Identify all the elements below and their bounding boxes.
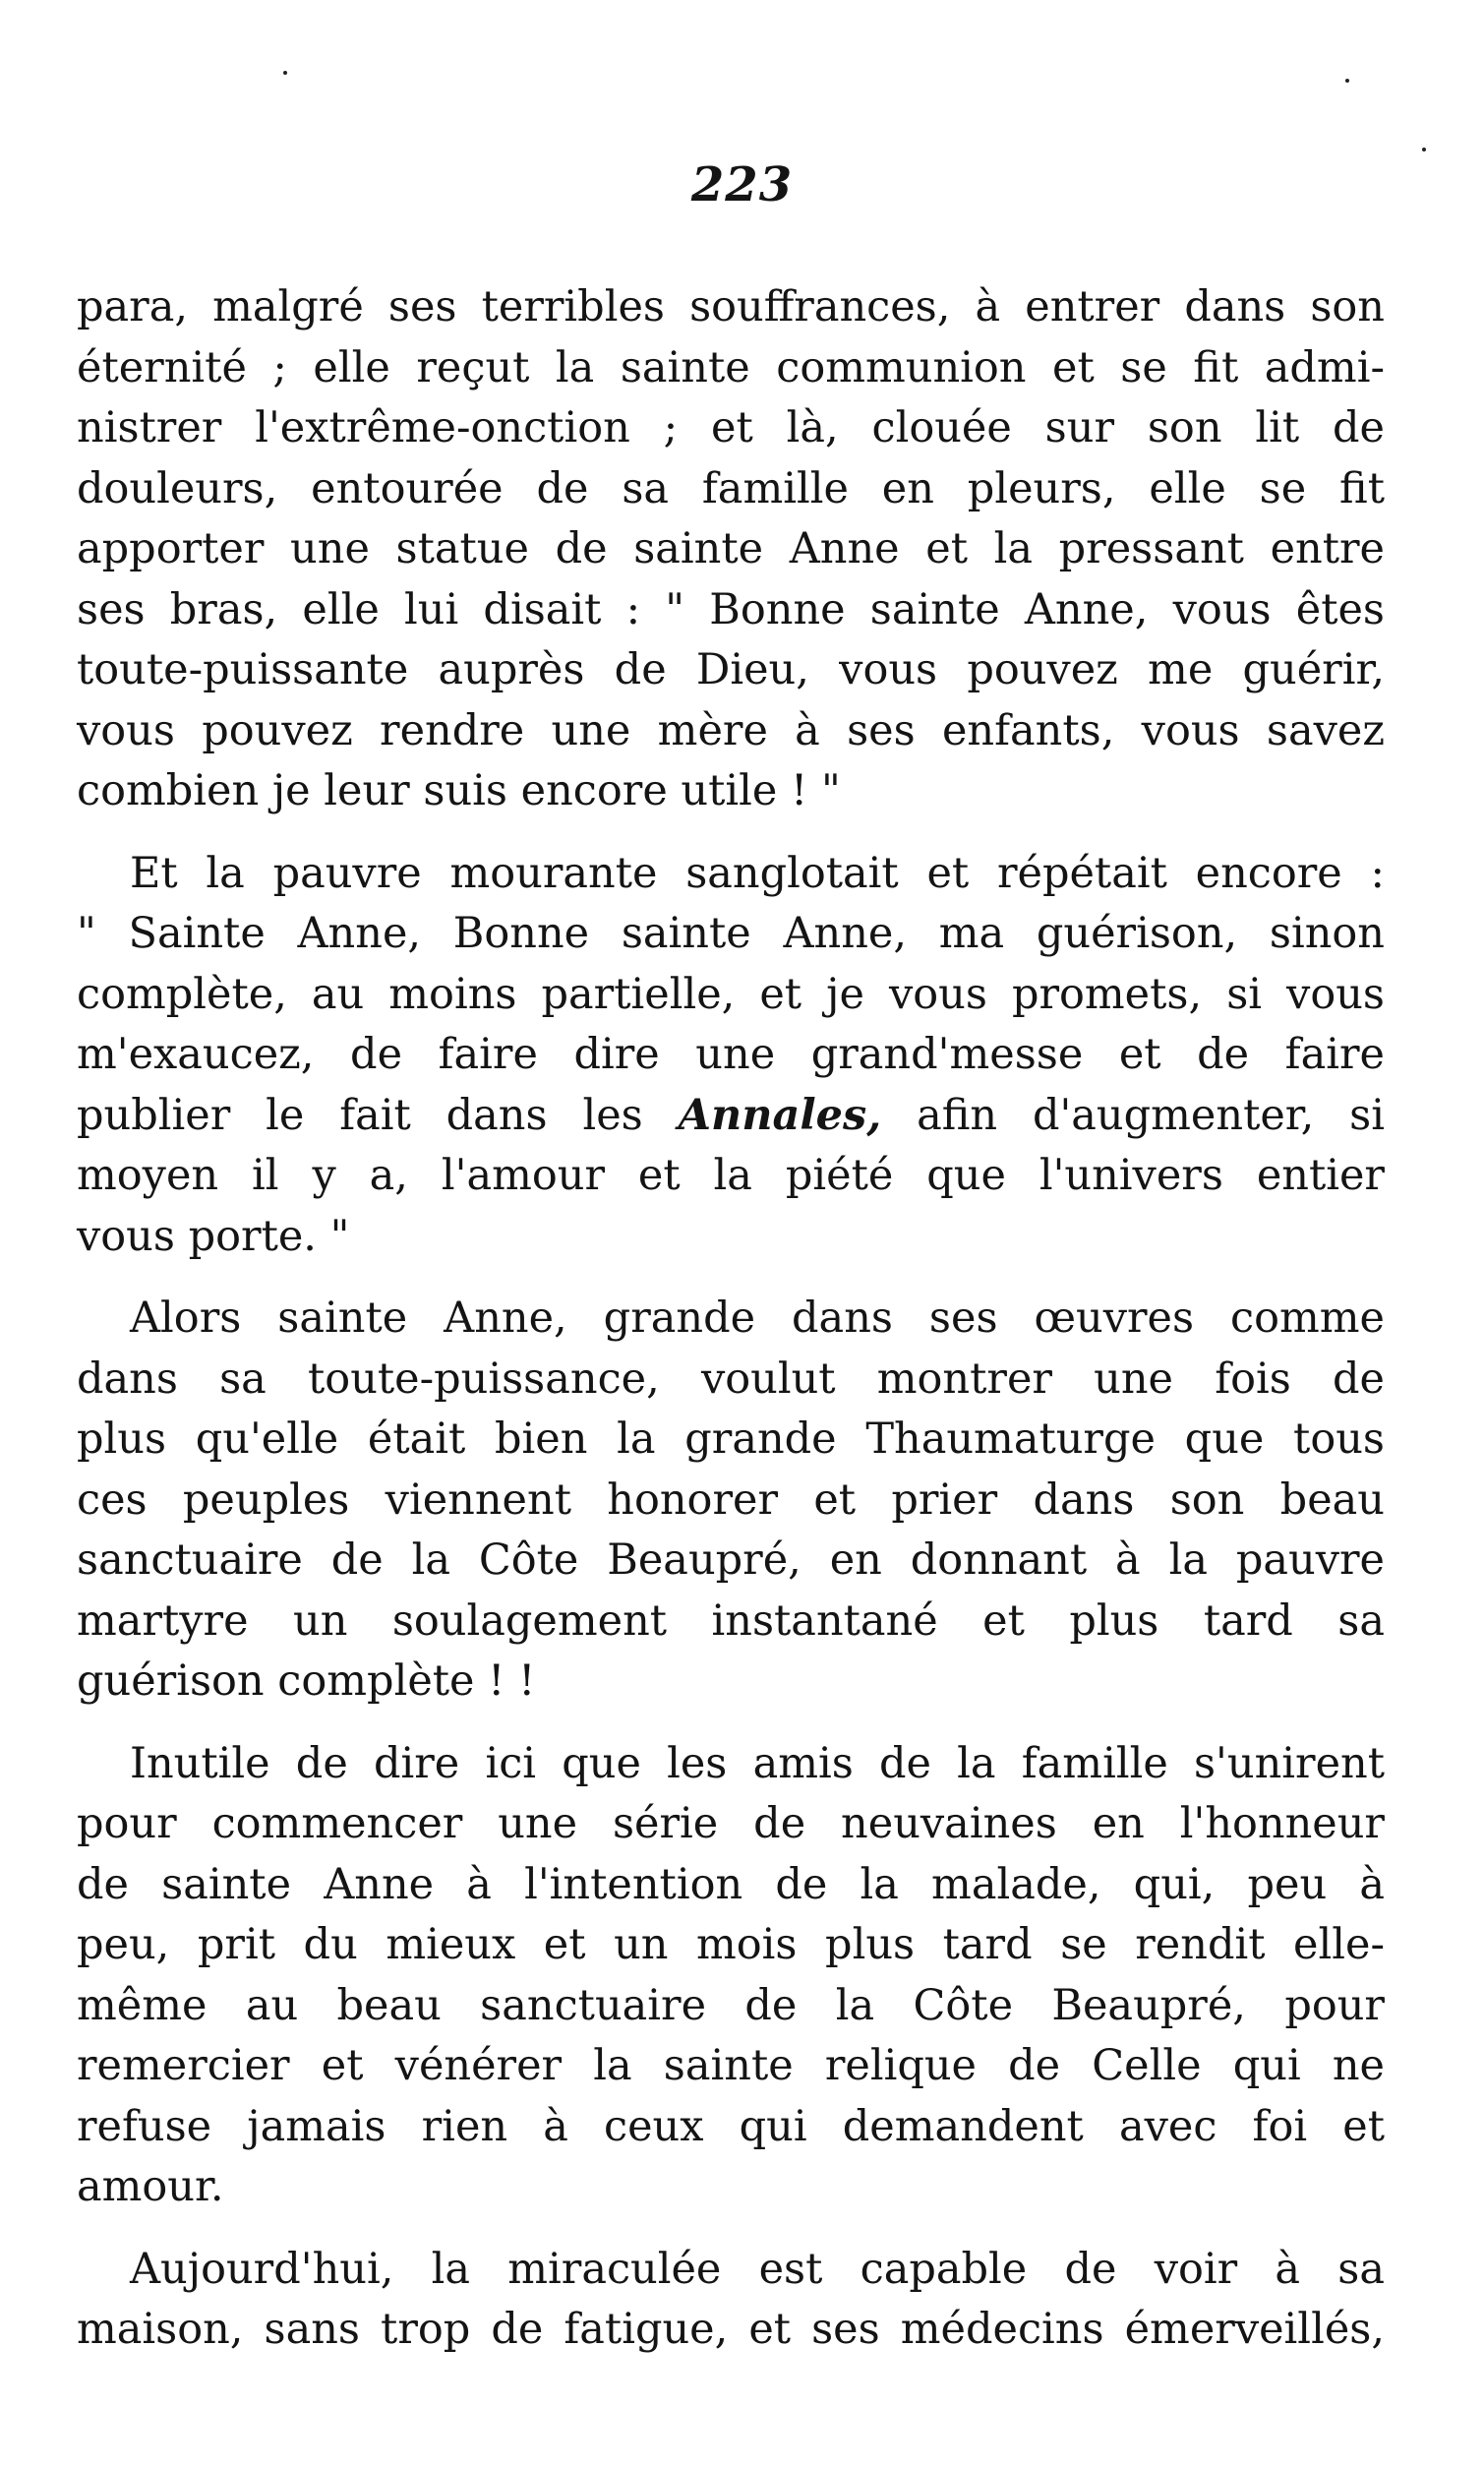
text-line: m'exaucez, de faire dire une grand'messe et de faire xyxy=(77,1030,1385,1079)
print-speck xyxy=(1422,148,1426,151)
text-line: martyre un soulagement instantané et plus tard sa xyxy=(77,1595,1385,1646)
text-line: moyen il y a, l'amour et la piété que l'univers entier xyxy=(77,1151,1385,1200)
paragraph-1 xyxy=(77,277,1385,822)
text-line: plus qu'elle était bien la grande Thaumaturge que tous xyxy=(77,1414,1385,1464)
text-line: dans sa toute-puissance, voulut montrer une fois de xyxy=(77,1354,1385,1404)
text-segment: publier le fait dans les xyxy=(77,1090,679,1140)
print-speck xyxy=(1345,79,1349,83)
text-line: douleurs, entourée de sa famille en pleurs, elle se fit xyxy=(77,463,1385,513)
text-line: Et la pauvre mourante sanglotait et répétait encore : xyxy=(130,848,1385,898)
text-line: remercier et vénérer la sainte relique de Celle qui ne xyxy=(77,2041,1385,2090)
text-line: combien je leur suis encore utile ! " xyxy=(77,766,841,815)
text-line: maison, sans trop de fatigue, et ses médecins émerveillés, xyxy=(77,2305,1385,2354)
text-line: guérison complète ! ! xyxy=(77,1656,536,1706)
text-line: refuse jamais rien à ceux qui demandent avec foi et xyxy=(77,2101,1385,2151)
text-line: nistrer l'extrême-onction ; et là, clouée sur son lit de xyxy=(77,403,1385,452)
paragraph-4 xyxy=(77,1734,1385,2218)
page-number: 223 xyxy=(690,157,794,212)
paragraph-3 xyxy=(77,1289,1385,1713)
text-line: toute-puissante auprès de Dieu, vous pouvez me guérir, xyxy=(77,645,1385,694)
text-line: ces peuples viennent honorer et prier dans son beau xyxy=(77,1474,1385,1525)
text-line: pour commencer une série de neuvaines en l'honneur xyxy=(77,1799,1385,1848)
text-line: Aujourd'hui, la miraculée est capable de voir à sa xyxy=(130,2244,1385,2294)
text-line: éternité ; elle reçut la sainte communion et se fit admi- xyxy=(77,342,1385,392)
text-line: vous pouvez rendre une mère à ses enfants, vous savez xyxy=(77,705,1385,755)
text-line: para, malgré ses terribles souffrances, à entrer dans son xyxy=(77,282,1385,331)
text-line: complète, au moins partielle, et je vous promets, si vous xyxy=(77,969,1385,1019)
text-line: vous porte. " xyxy=(77,1211,350,1261)
text-line: amour. xyxy=(77,2162,224,2211)
paragraph-5 xyxy=(77,2240,1385,2361)
text-line: même au beau sanctuaire de la Côte Beaupré, pour xyxy=(77,1980,1385,2030)
text-line: de sainte Anne à l'intention de la malade, qui, peu à xyxy=(77,1859,1385,1909)
text-segment: afin d'augmenter, si xyxy=(881,1090,1385,1140)
text-line: Inutile de dire ici que les amis de la famille s'unirent xyxy=(130,1738,1385,1788)
print-speck xyxy=(283,71,287,75)
text-line-with-title xyxy=(77,1086,1385,1147)
text-line: sanctuaire de la Côte Beaupré, en donnant à la pauvre xyxy=(77,1535,1385,1585)
paragraph-2 xyxy=(77,844,1385,1268)
text-line: ses bras, elle lui disait : " Bonne sainte Anne, vous êtes xyxy=(77,584,1385,634)
annales-title: Annales, xyxy=(678,1090,882,1140)
text-line: " Sainte Anne, Bonne sainte Anne, ma guérison, sinon xyxy=(77,909,1385,958)
text-line: Alors sainte Anne, grande dans ses œuvres comme xyxy=(130,1294,1385,1343)
text-line: peu, prit du mieux et un mois plus tard se rendit elle- xyxy=(77,1920,1385,1969)
body-text xyxy=(77,277,1385,2361)
text-line: apporter une statue de sainte Anne et la pressant entre xyxy=(77,524,1385,573)
